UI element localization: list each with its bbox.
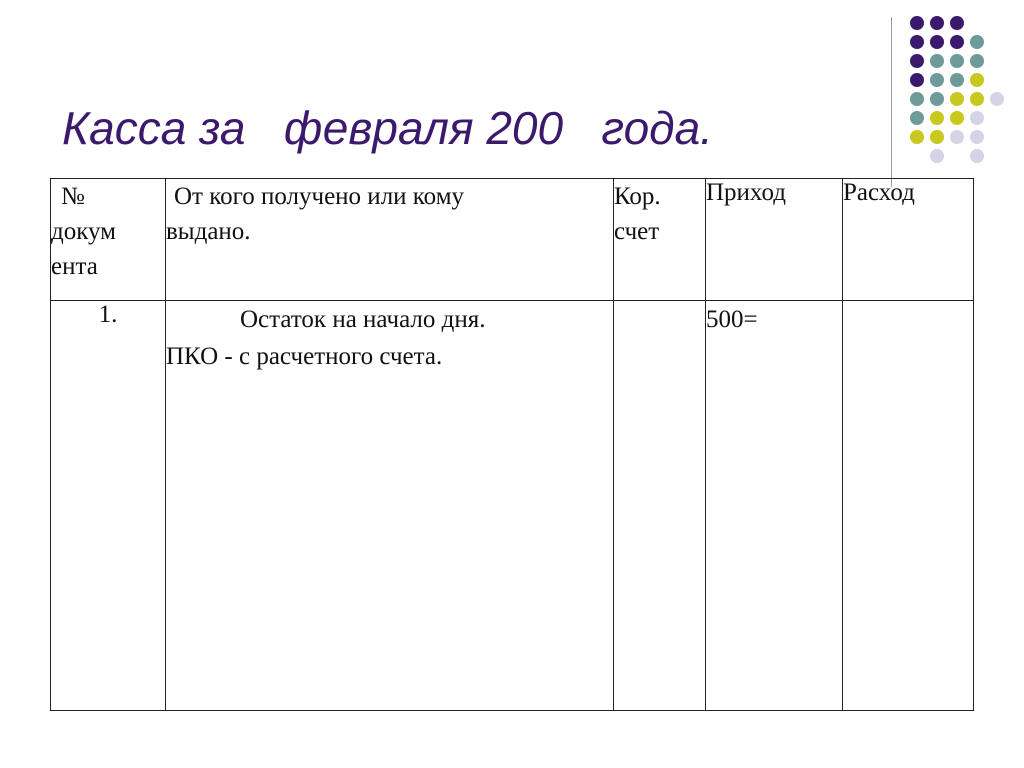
decorative-dot	[910, 35, 924, 49]
decorative-dot	[910, 16, 924, 30]
header-doc-number	[51, 179, 166, 301]
row-expense	[843, 301, 974, 711]
row-source-line-2: ПКО - с расчетного счета.	[166, 343, 443, 370]
header-doc-number-line: ента	[51, 253, 98, 280]
decorative-dot	[930, 16, 944, 30]
slide-title: Касса за февраля 200 года.	[62, 102, 713, 154]
decorative-vertical-line	[891, 17, 892, 187]
table-header-row	[51, 179, 974, 301]
row-doc-number	[51, 301, 166, 711]
decorative-dot	[970, 149, 984, 163]
header-account-line: счет	[614, 218, 660, 245]
decorative-dot	[930, 73, 944, 87]
decorative-dot	[970, 54, 984, 68]
decorative-dot	[950, 73, 964, 87]
row-account	[614, 301, 706, 711]
decorative-dot	[970, 35, 984, 49]
header-account-line: Кор.	[614, 183, 661, 210]
decorative-dot	[990, 92, 1004, 106]
decorative-dot	[910, 54, 924, 68]
row-source	[166, 301, 614, 711]
decorative-dot	[930, 149, 944, 163]
header-income: Приход	[706, 179, 843, 301]
row-doc-number-text: 1.	[98, 301, 118, 328]
decorative-dot	[970, 111, 984, 125]
decorative-dot	[950, 35, 964, 49]
decorative-dot	[910, 130, 924, 144]
row-income: 500=	[706, 301, 843, 711]
decorative-dot	[930, 35, 944, 49]
header-source-line: От кого получено или кому	[174, 183, 465, 210]
header-doc-number-line: №	[61, 183, 85, 210]
table-row	[51, 301, 974, 711]
decorative-dot	[950, 111, 964, 125]
cash-ledger-table	[50, 178, 974, 711]
header-source-line: выдано.	[166, 218, 251, 245]
decorative-dot	[930, 54, 944, 68]
decorative-dot	[950, 130, 964, 144]
decorative-dot	[950, 54, 964, 68]
decorative-dot	[930, 130, 944, 144]
row-source-line-1: Остаток на начало дня.	[240, 306, 486, 333]
header-expense: Расход	[843, 179, 974, 301]
decorative-dot	[970, 92, 984, 106]
decorative-dot	[930, 92, 944, 106]
decorative-dot	[950, 92, 964, 106]
decorative-dot	[910, 111, 924, 125]
decorative-dot	[910, 92, 924, 106]
decorative-dot	[930, 111, 944, 125]
decorative-dot	[910, 73, 924, 87]
header-doc-number-line: докум	[51, 218, 117, 245]
decorative-dot	[950, 16, 964, 30]
decorative-dot	[970, 130, 984, 144]
decorative-dot	[970, 73, 984, 87]
header-account	[614, 179, 706, 301]
header-source	[166, 179, 614, 301]
